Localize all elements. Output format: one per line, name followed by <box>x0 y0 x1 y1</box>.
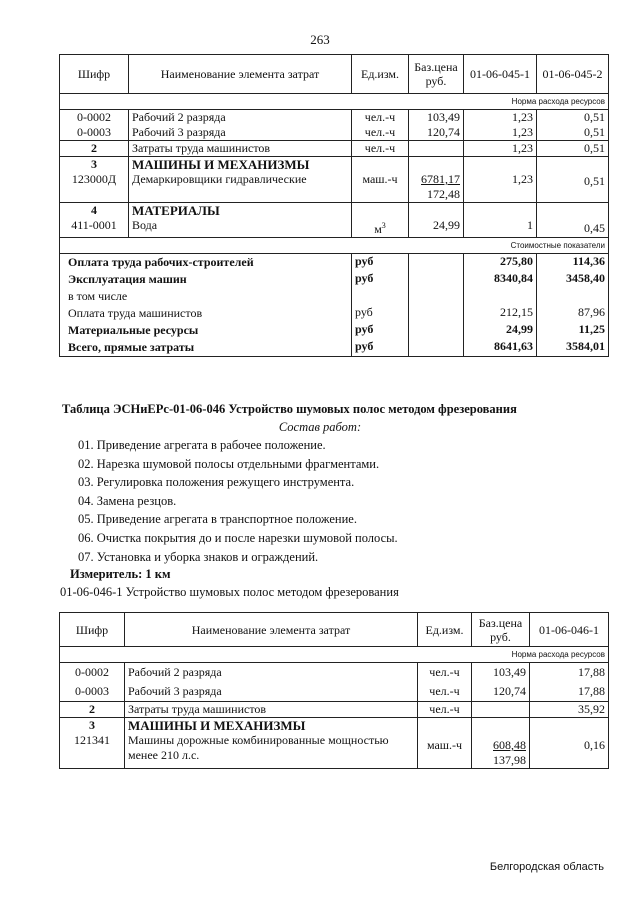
section-machines: МАШИНЫ И МЕХАНИЗМЫ <box>125 718 418 734</box>
footer-region: Белгородская область <box>489 861 604 873</box>
cell-name: Рабочий 2 разряда <box>125 663 418 683</box>
cost-unit: руб <box>352 305 409 322</box>
cell-value: 0,51 <box>537 110 609 126</box>
list-item: 04. Замена резцов. <box>78 493 177 508</box>
work-list <box>78 436 398 566</box>
cost-row <box>60 271 609 288</box>
cell-code: 0-0003 <box>60 125 129 141</box>
cell-code: 121341 <box>60 733 125 769</box>
table-row <box>60 218 609 238</box>
cost-row <box>60 305 609 322</box>
cell-code: 411-0001 <box>60 218 129 238</box>
cost-value: 212,15 <box>464 305 537 322</box>
cell-value: 1,23 <box>464 110 537 126</box>
header-unit: Ед.изм. <box>352 55 409 94</box>
cost-label: Стоимостные показатели <box>60 238 609 254</box>
cost-name: Оплата труда рабочих-строителей <box>60 254 352 272</box>
cost-row <box>60 288 609 305</box>
cost-value: 3458,40 <box>537 271 609 288</box>
cell-code: 123000Д <box>60 172 129 203</box>
cell-unit: чел.-ч <box>352 125 409 141</box>
cell-code: 0-0002 <box>60 663 125 683</box>
cell-unit: чел.-ч <box>352 141 409 157</box>
cost-name: Материальные ресурсы <box>60 322 352 339</box>
section-materials: МАТЕРИАЛЫ <box>129 203 352 219</box>
norm-label-row <box>60 94 609 110</box>
section-machines: МАШИНЫ И МЕХАНИЗМЫ <box>129 157 352 173</box>
cost-label-row <box>60 238 609 254</box>
cost-unit: руб <box>352 339 409 357</box>
page-number: 263 <box>310 32 330 47</box>
cost-name: Всего, прямые затраты <box>60 339 352 357</box>
cost-name: Оплата труда машинистов <box>60 305 352 322</box>
cell-value: 0,51 <box>537 125 609 141</box>
cost-row <box>60 254 609 272</box>
cost-value: 114,36 <box>537 254 609 272</box>
list-item: 02. Нарезка шумовой полосы отдельными фрагментами. <box>78 456 380 471</box>
cell-unit: маш.-ч <box>418 733 472 769</box>
table-row <box>60 141 609 157</box>
cell-code: 0-0003 <box>60 682 125 702</box>
table-row <box>60 172 609 203</box>
price-main: 608,48 <box>493 738 526 752</box>
table-row <box>60 718 609 734</box>
cell-code: 3 <box>60 157 129 173</box>
cell-unit: маш.-ч <box>352 172 409 203</box>
cell-code: 3 <box>60 718 125 734</box>
cell-name: Рабочий 3 разряда <box>125 682 418 702</box>
cost-name: Эксплуатация машин <box>60 271 352 288</box>
table-row <box>60 733 609 769</box>
cost-row <box>60 339 609 357</box>
measure-unit: Измеритель: 1 км <box>70 567 171 581</box>
cell-value: 1,23 <box>464 125 537 141</box>
price-main: 6781,17 <box>421 172 460 186</box>
header-col-046-1: 01-06-046-1 <box>530 613 609 647</box>
table-row <box>60 125 609 141</box>
price-secondary: 172,48 <box>427 187 460 201</box>
header-name: Наименование элемента затрат <box>125 613 418 647</box>
item-code-line: 01-06-046-1 Устройство шумовых полос методом фрезерования <box>60 585 399 599</box>
cost-row <box>60 322 609 339</box>
cost-name: в том числе <box>60 288 352 305</box>
cell-unit: чел.-ч <box>352 110 409 126</box>
norm-label: Норма расхода ресурсов <box>60 94 609 110</box>
cell-price <box>409 172 464 203</box>
cost-value: 8641,63 <box>464 339 537 357</box>
unit-superscript: 3 <box>381 221 386 230</box>
price-secondary: 137,98 <box>493 753 526 767</box>
table-row <box>60 157 609 173</box>
norm-label-row <box>60 647 609 663</box>
table-header-row <box>60 55 609 94</box>
table-row <box>60 663 609 683</box>
cost-value: 275,80 <box>464 254 537 272</box>
cell-price <box>472 702 530 718</box>
cell-name: Машины дорожные комбинированные мощностью менее 210 л.с. <box>125 733 418 769</box>
cost-value: 24,99 <box>464 322 537 339</box>
cell-unit: чел.-ч <box>418 702 472 718</box>
list-item: 05. Приведение агрегата в транспортное положение. <box>78 512 357 527</box>
cell-price: 120,74 <box>409 125 464 141</box>
cell-value: 1 <box>464 218 537 238</box>
table-row <box>60 702 609 718</box>
cell-name: Затраты труда машинистов <box>129 141 352 157</box>
header-code: Шифр <box>60 613 125 647</box>
resource-table-045 <box>59 54 609 357</box>
cell-value: 0,16 <box>530 733 609 769</box>
cell-value: 35,92 <box>530 702 609 718</box>
header-code: Шифр <box>60 55 129 94</box>
list-item: 01. Приведение агрегата в рабочее положение. <box>78 438 326 452</box>
cost-value: 3584,01 <box>537 339 609 357</box>
table-heading: Таблица ЭСНиЕРс-01-06-046 Устройство шумовых полос методом фрезерования <box>62 402 517 416</box>
cell-price: 120,74 <box>472 682 530 702</box>
table-header-row <box>60 613 609 647</box>
cost-unit: руб <box>352 322 409 339</box>
cell-unit: чел.-ч <box>418 663 472 683</box>
cell-code: 2 <box>60 702 125 718</box>
cell-price: 24,99 <box>409 218 464 238</box>
cost-value: 11,25 <box>537 322 609 339</box>
cell-unit: чел.-ч <box>418 682 472 702</box>
cost-value: 87,96 <box>537 305 609 322</box>
cell-code: 0-0002 <box>60 110 129 126</box>
cell-code: 4 <box>60 203 129 219</box>
cell-name: Рабочий 2 разряда <box>129 110 352 126</box>
list-item: 06. Очистка покрытия до и после нарезки шумовой полосы. <box>78 530 398 545</box>
cell-price <box>472 733 530 769</box>
cell-name: Рабочий 3 разряда <box>129 125 352 141</box>
cell-price: 103,49 <box>409 110 464 126</box>
header-price: Баз.цена руб. <box>409 55 464 94</box>
table-row <box>60 682 609 702</box>
cell-code: 2 <box>60 141 129 157</box>
header-col-045-1: 01-06-045-1 <box>464 55 537 94</box>
cell-value: 17,88 <box>530 682 609 702</box>
header-unit: Ед.изм. <box>418 613 472 647</box>
cell-value: 17,88 <box>530 663 609 683</box>
cell-unit: $м^3$ <box>352 218 409 238</box>
cell-value: 0,51 <box>537 172 609 203</box>
header-name: Наименование элемента затрат <box>129 55 352 94</box>
cell-price: 103,49 <box>472 663 530 683</box>
cell-name: Вода <box>129 218 352 238</box>
cost-value: 8340,84 <box>464 271 537 288</box>
resource-table-046 <box>59 612 609 769</box>
list-item: 03. Регулировка положения режущего инструмента. <box>78 475 355 490</box>
cell-value: 0,51 <box>537 141 609 157</box>
header-price: Баз.цена руб. <box>472 613 530 647</box>
cell-value: 1,23 <box>464 141 537 157</box>
work-composition-title: Состав работ: <box>278 420 362 434</box>
cell-value: 0,45 <box>537 218 609 238</box>
table-row <box>60 110 609 126</box>
cell-price <box>409 141 464 157</box>
cell-name: Демаркировщики гидравлические <box>129 172 352 203</box>
norm-label: Норма расхода ресурсов <box>60 647 609 663</box>
cost-unit: руб <box>352 254 409 272</box>
table-row <box>60 203 609 219</box>
cell-name: Затраты труда машинистов <box>125 702 418 718</box>
list-item: 07. Установка и уборка знаков и ограждений. <box>78 549 319 564</box>
header-col-045-2: 01-06-045-2 <box>537 55 609 94</box>
cell-value: 1,23 <box>464 172 537 203</box>
cost-unit: руб <box>352 271 409 288</box>
